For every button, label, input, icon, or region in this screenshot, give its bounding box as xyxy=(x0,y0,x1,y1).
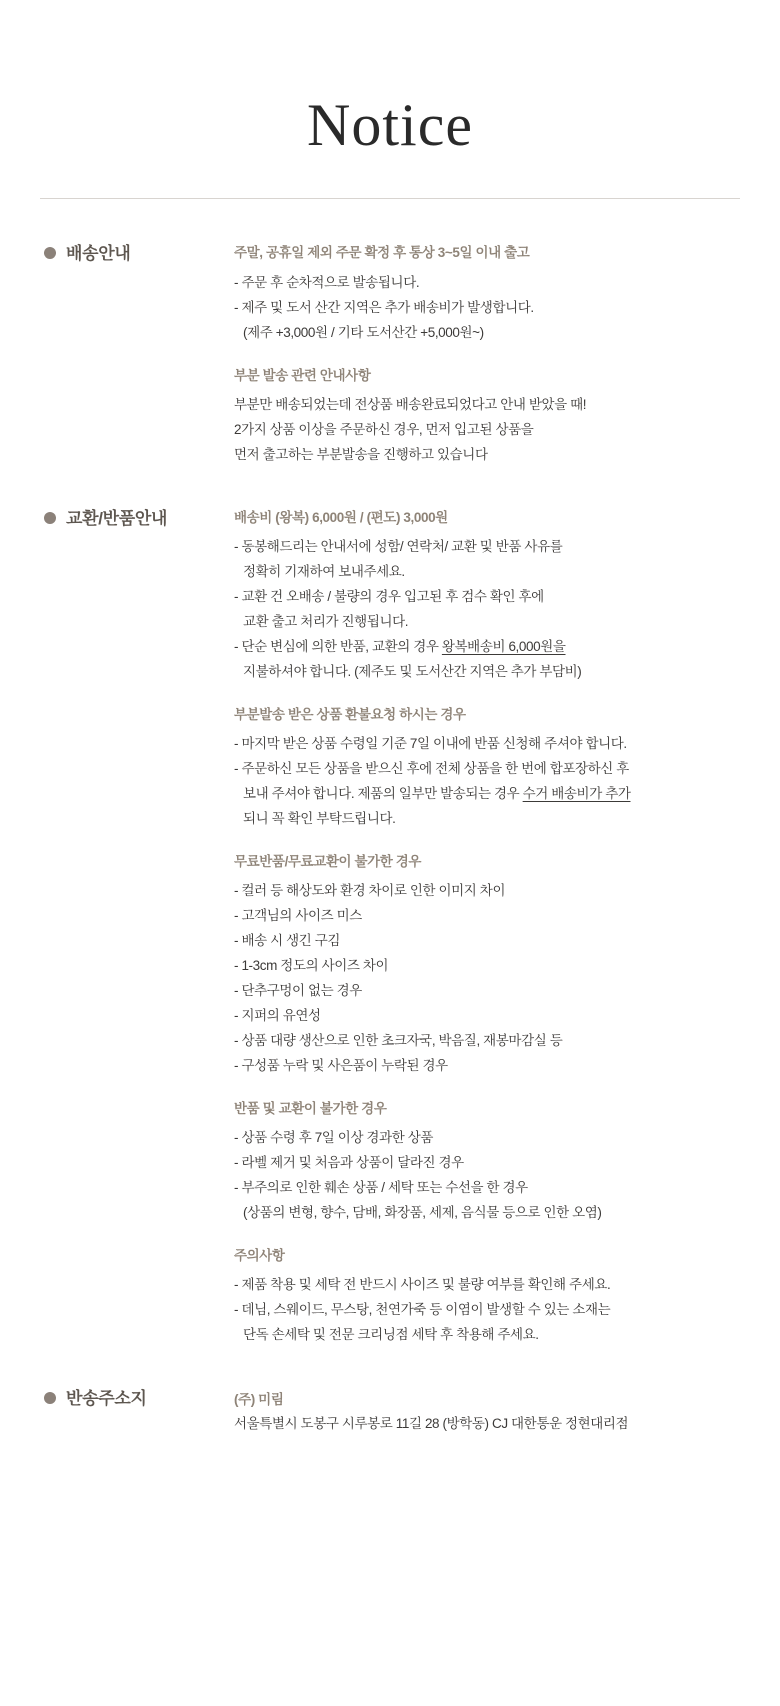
emphasis-underline: 왕복배송비 6,000원을 xyxy=(441,638,566,654)
block-line: 교환 출고 처리가 진행됩니다. xyxy=(243,613,409,629)
block-line: - 상품 수령 후 7일 이상 경과한 상품 xyxy=(234,1130,433,1146)
block-no-free-return xyxy=(234,852,736,1079)
section-exchange-return xyxy=(44,506,736,1348)
block-line: (상품의 변형, 향수, 담배, 화장품, 세제, 음식물 등으로 인한 오염) xyxy=(243,1205,602,1221)
section-title: 교환/반품안내 xyxy=(66,508,168,528)
block-heading: 주말, 공휴일 제외 주문 확정 후 통상 3~5일 이내 출고 xyxy=(234,245,530,261)
block-cautions xyxy=(234,1246,736,1348)
block-no-return-exchange xyxy=(234,1099,736,1226)
block-line: - 제주 및 도서 산간 지역은 추가 배송비가 발생합니다. xyxy=(234,299,534,315)
block-line: - 배송 시 생긴 구김 xyxy=(234,933,340,949)
section-return-address-body xyxy=(234,1386,736,1436)
block-line: - 교환 건 오배송 / 불량의 경우 입고된 후 검수 확인 후에 xyxy=(234,588,544,604)
block-line: 단독 손세탁 및 전문 크리닝점 세탁 후 착용해 주세요. xyxy=(243,1327,539,1343)
bottom-spacer xyxy=(0,1474,780,1534)
section-exchange-return-head xyxy=(44,506,234,531)
company-name: (주) 미림 xyxy=(234,1392,284,1408)
section-exchange-return-body xyxy=(234,506,736,1348)
block-line: 보내 주셔야 합니다. 제품의 일부만 발송되는 경우 수거 배송비가 추가 xyxy=(243,785,631,801)
block-heading: 무료반품/무료교환이 불가한 경우 xyxy=(234,853,422,869)
section-shipping-body xyxy=(234,241,736,467)
block-line: - 단순 변심에 의한 반품, 교환의 경우 왕복배송비 6,000원을 xyxy=(234,638,566,654)
block-line: - 제품 착용 및 세탁 전 반드시 사이즈 및 불량 여부를 확인해 주세요. xyxy=(234,1277,611,1293)
block-line: - 주문 후 순차적으로 발송됩니다. xyxy=(234,274,420,290)
block-line: - 주문하신 모든 상품을 받으신 후에 전체 상품을 한 번에 합포장하신 후 xyxy=(234,760,629,776)
block-line: - 데님, 스웨이드, 무스탕, 천연가죽 등 이염이 발생할 수 있는 소재는 xyxy=(234,1302,611,1318)
block-line: - 구성품 누락 및 사은품이 누락된 경우 xyxy=(234,1057,448,1073)
section-shipping-head xyxy=(44,241,234,266)
block-line: - 부주의로 인한 훼손 상품 / 세탁 또는 수선을 한 경우 xyxy=(234,1180,528,1196)
block-line: 먼저 출고하는 부분발송을 진행하고 있습니다 xyxy=(234,446,488,462)
block-partial-refund xyxy=(234,705,736,832)
block-line: 부분만 배송되었는데 전상품 배송완료되었다고 안내 받았을 때! xyxy=(234,396,587,412)
block-heading: 주의사항 xyxy=(234,1248,285,1263)
notice-page xyxy=(0,40,780,1706)
section-return-address xyxy=(44,1386,736,1436)
block-line: - 마지막 받은 상품 수령일 기준 7일 이내에 반품 신청해 주셔야 합니다. xyxy=(234,736,627,751)
company-address: 서울특별시 도봉구 시루봉로 11길 28 (방학동) CJ 대한통운 정현대리점 xyxy=(234,1416,629,1432)
block-line: - 라벨 제거 및 처음과 상품이 달라진 경우 xyxy=(234,1155,464,1171)
block-line: 되니 꼭 확인 부탁드립니다. xyxy=(243,810,396,826)
block-heading: 부분발송 받은 상품 환불요청 하시는 경우 xyxy=(234,706,466,722)
block-line: 2가지 상품 이상을 주문하신 경우, 먼저 입고된 상품을 xyxy=(234,421,534,437)
block-line: - 컬러 등 해상도와 환경 차이로 인한 이미지 차이 xyxy=(234,883,506,899)
block-line: - 지퍼의 유연성 xyxy=(234,1007,321,1023)
section-title: 배송안내 xyxy=(66,244,131,264)
block-company-address xyxy=(234,1388,736,1436)
block-shipping-fee xyxy=(234,508,736,685)
block-shipping-schedule xyxy=(234,243,736,345)
block-line: - 단추구멍이 없는 경우 xyxy=(234,983,362,998)
block-heading: 반품 및 교환이 불가한 경우 xyxy=(234,1100,387,1116)
page-title: Notice xyxy=(307,92,473,159)
block-heading: 배송비 (왕복) 6,000원 / (편도) 3,000원 xyxy=(234,509,448,525)
block-line: - 고객님의 사이즈 미스 xyxy=(234,908,362,924)
block-line: 지불하셔야 합니다. (제주도 및 도서산간 지역은 추가 부담비) xyxy=(243,663,582,679)
section-return-address-head xyxy=(44,1386,234,1411)
block-line: (제주 +3,000원 / 기타 도서산간 +5,000원~) xyxy=(243,324,484,340)
emphasis-underline: 수거 배송비가 추가 xyxy=(522,785,631,801)
bullet-dot-icon xyxy=(44,1392,56,1404)
notice-content xyxy=(0,199,780,1436)
block-partial-shipping xyxy=(234,366,736,468)
section-title: 반송주소지 xyxy=(66,1389,147,1409)
bullet-dot-icon xyxy=(44,247,56,259)
block-line: 정확히 기재하여 보내주세요. xyxy=(243,563,405,579)
block-line: - 동봉해드리는 안내서에 성함/ 연락처/ 교환 및 반품 사유를 xyxy=(234,538,563,554)
bullet-dot-icon xyxy=(44,512,56,524)
block-heading: 부분 발송 관련 안내사항 xyxy=(234,367,371,383)
block-line: - 1-3cm 정도의 사이즈 차이 xyxy=(234,958,389,974)
block-line: - 상품 대량 생산으로 인한 초크자국, 박음질, 재봉마감실 등 xyxy=(234,1032,563,1048)
section-shipping xyxy=(44,241,736,467)
